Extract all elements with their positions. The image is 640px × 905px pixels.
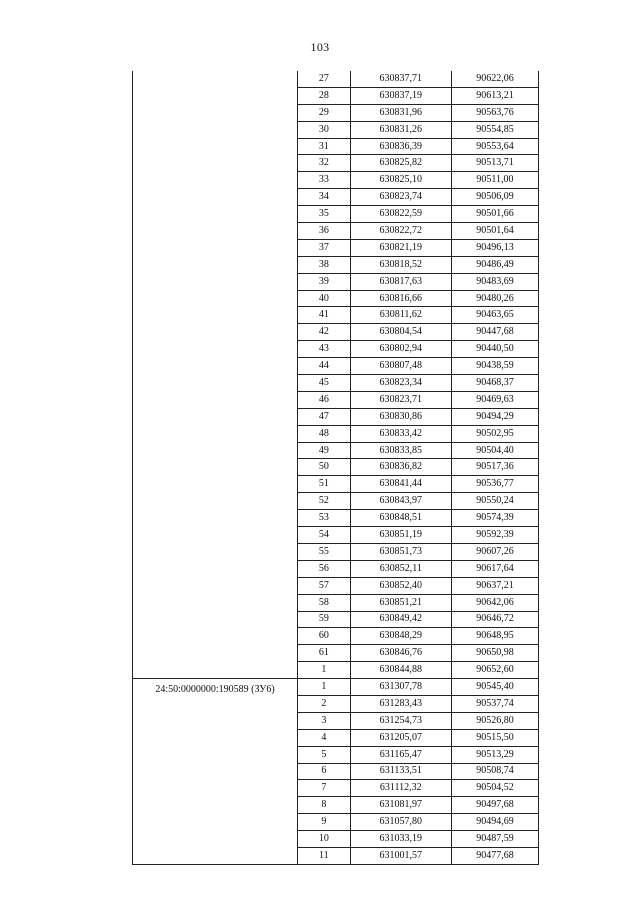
- point-number-cell: 40: [298, 290, 351, 307]
- x-coordinate-cell: 631205,07: [350, 729, 451, 746]
- point-number-cell: 4: [298, 729, 351, 746]
- x-coordinate-cell: 630836,82: [350, 459, 451, 476]
- x-coordinate-cell: 631001,57: [350, 847, 451, 864]
- y-coordinate-cell: 90513,29: [451, 746, 538, 763]
- x-coordinate-cell: 630804,54: [350, 324, 451, 341]
- y-coordinate-cell: 90622,06: [451, 71, 538, 87]
- x-coordinate-cell: 630822,59: [350, 206, 451, 223]
- x-coordinate-cell: 630851,73: [350, 543, 451, 560]
- x-coordinate-cell: 631165,47: [350, 746, 451, 763]
- x-coordinate-cell: 630848,29: [350, 628, 451, 645]
- y-coordinate-cell: 90592,39: [451, 527, 538, 544]
- y-coordinate-cell: 90497,68: [451, 797, 538, 814]
- x-coordinate-cell: 631133,51: [350, 763, 451, 780]
- x-coordinate-cell: 630848,51: [350, 510, 451, 527]
- point-number-cell: 38: [298, 256, 351, 273]
- y-coordinate-cell: 90537,74: [451, 695, 538, 712]
- x-coordinate-cell: 630816,66: [350, 290, 451, 307]
- point-number-cell: 46: [298, 391, 351, 408]
- y-coordinate-cell: 90463,65: [451, 307, 538, 324]
- y-coordinate-cell: 90438,59: [451, 358, 538, 375]
- y-coordinate-cell: 90508,74: [451, 763, 538, 780]
- point-number-cell: 6: [298, 763, 351, 780]
- point-number-cell: 27: [298, 71, 351, 87]
- y-coordinate-cell: 90447,68: [451, 324, 538, 341]
- x-coordinate-cell: 631033,19: [350, 831, 451, 848]
- point-number-cell: 57: [298, 577, 351, 594]
- y-coordinate-cell: 90504,52: [451, 780, 538, 797]
- x-coordinate-cell: 630851,19: [350, 527, 451, 544]
- x-coordinate-cell: 631081,97: [350, 797, 451, 814]
- y-coordinate-cell: 90515,50: [451, 729, 538, 746]
- x-coordinate-cell: 630823,74: [350, 189, 451, 206]
- y-coordinate-cell: 90487,59: [451, 831, 538, 848]
- y-coordinate-cell: 90494,29: [451, 408, 538, 425]
- point-number-cell: 60: [298, 628, 351, 645]
- y-coordinate-cell: 90469,63: [451, 391, 538, 408]
- x-coordinate-cell: 630841,44: [350, 476, 451, 493]
- x-coordinate-cell: 630825,82: [350, 155, 451, 172]
- x-coordinate-cell: 630802,94: [350, 341, 451, 358]
- point-number-cell: 36: [298, 223, 351, 240]
- y-coordinate-cell: 90536,77: [451, 476, 538, 493]
- y-coordinate-cell: 90554,85: [451, 121, 538, 138]
- point-number-cell: 34: [298, 189, 351, 206]
- coordinates-table-body: [133, 71, 539, 864]
- point-number-cell: 41: [298, 307, 351, 324]
- point-number-cell: 49: [298, 442, 351, 459]
- table-row: [133, 71, 539, 87]
- point-number-cell: 37: [298, 239, 351, 256]
- x-coordinate-cell: 630836,39: [350, 138, 451, 155]
- x-coordinate-cell: 630830,86: [350, 408, 451, 425]
- x-coordinate-cell: 631112,32: [350, 780, 451, 797]
- y-coordinate-cell: 90607,26: [451, 543, 538, 560]
- y-coordinate-cell: 90545,40: [451, 679, 538, 696]
- point-number-cell: 48: [298, 425, 351, 442]
- point-number-cell: 50: [298, 459, 351, 476]
- y-coordinate-cell: 90513,71: [451, 155, 538, 172]
- point-number-cell: 44: [298, 358, 351, 375]
- point-number-cell: 10: [298, 831, 351, 848]
- coordinates-table: [132, 71, 539, 865]
- x-coordinate-cell: 630833,42: [350, 425, 451, 442]
- x-coordinate-cell: 630849,42: [350, 611, 451, 628]
- x-coordinate-cell: 631283,43: [350, 695, 451, 712]
- y-coordinate-cell: 90574,39: [451, 510, 538, 527]
- point-number-cell: 1: [298, 679, 351, 696]
- table-row: [133, 679, 539, 696]
- x-coordinate-cell: 630837,19: [350, 87, 451, 104]
- y-coordinate-cell: 90486,49: [451, 256, 538, 273]
- point-number-cell: 61: [298, 645, 351, 662]
- y-coordinate-cell: 90477,68: [451, 847, 538, 864]
- y-coordinate-cell: 90468,37: [451, 375, 538, 392]
- x-coordinate-cell: 630821,19: [350, 239, 451, 256]
- point-number-cell: 52: [298, 493, 351, 510]
- point-number-cell: 11: [298, 847, 351, 864]
- point-number-cell: 45: [298, 375, 351, 392]
- point-number-cell: 51: [298, 476, 351, 493]
- point-number-cell: 9: [298, 814, 351, 831]
- point-number-cell: 42: [298, 324, 351, 341]
- y-coordinate-cell: 90501,64: [451, 223, 538, 240]
- y-coordinate-cell: 90563,76: [451, 104, 538, 121]
- point-number-cell: 33: [298, 172, 351, 189]
- y-coordinate-cell: 90642,06: [451, 594, 538, 611]
- x-coordinate-cell: 630817,63: [350, 273, 451, 290]
- x-coordinate-cell: 630818,52: [350, 256, 451, 273]
- y-coordinate-cell: 90650,98: [451, 645, 538, 662]
- y-coordinate-cell: 90504,40: [451, 442, 538, 459]
- x-coordinate-cell: 631307,78: [350, 679, 451, 696]
- y-coordinate-cell: 90517,36: [451, 459, 538, 476]
- x-coordinate-cell: 630807,48: [350, 358, 451, 375]
- y-coordinate-cell: 90613,21: [451, 87, 538, 104]
- point-number-cell: 54: [298, 527, 351, 544]
- y-coordinate-cell: 90652,60: [451, 662, 538, 679]
- plot-id-cell: [133, 71, 298, 679]
- x-coordinate-cell: 630843,97: [350, 493, 451, 510]
- y-coordinate-cell: 90526,80: [451, 712, 538, 729]
- point-number-cell: 32: [298, 155, 351, 172]
- x-coordinate-cell: 630822,72: [350, 223, 451, 240]
- x-coordinate-cell: 630823,34: [350, 375, 451, 392]
- y-coordinate-cell: 90646,72: [451, 611, 538, 628]
- point-number-cell: 47: [298, 408, 351, 425]
- x-coordinate-cell: 631254,73: [350, 712, 451, 729]
- plot-id-cell: 24:50:0000000:190589 (ЗУ6): [133, 679, 298, 865]
- x-coordinate-cell: 630837,71: [350, 71, 451, 87]
- x-coordinate-cell: 630831,96: [350, 104, 451, 121]
- point-number-cell: 59: [298, 611, 351, 628]
- point-number-cell: 53: [298, 510, 351, 527]
- point-number-cell: 56: [298, 560, 351, 577]
- x-coordinate-cell: 630844,88: [350, 662, 451, 679]
- point-number-cell: 43: [298, 341, 351, 358]
- point-number-cell: 7: [298, 780, 351, 797]
- point-number-cell: 31: [298, 138, 351, 155]
- point-number-cell: 29: [298, 104, 351, 121]
- point-number-cell: 3: [298, 712, 351, 729]
- y-coordinate-cell: 90496,13: [451, 239, 538, 256]
- x-coordinate-cell: 630811,62: [350, 307, 451, 324]
- y-coordinate-cell: 90483,69: [451, 273, 538, 290]
- x-coordinate-cell: 630825,10: [350, 172, 451, 189]
- y-coordinate-cell: 90550,24: [451, 493, 538, 510]
- point-number-cell: 5: [298, 746, 351, 763]
- page-number: 103: [310, 40, 330, 54]
- y-coordinate-cell: 90501,66: [451, 206, 538, 223]
- x-coordinate-cell: 630831,26: [350, 121, 451, 138]
- y-coordinate-cell: 90637,21: [451, 577, 538, 594]
- y-coordinate-cell: 90502,95: [451, 425, 538, 442]
- x-coordinate-cell: 630852,40: [350, 577, 451, 594]
- x-coordinate-cell: 630833,85: [350, 442, 451, 459]
- y-coordinate-cell: 90511,00: [451, 172, 538, 189]
- x-coordinate-cell: 631057,80: [350, 814, 451, 831]
- y-coordinate-cell: 90553,64: [451, 138, 538, 155]
- y-coordinate-cell: 90506,09: [451, 189, 538, 206]
- point-number-cell: 30: [298, 121, 351, 138]
- y-coordinate-cell: 90617,64: [451, 560, 538, 577]
- x-coordinate-cell: 630846,76: [350, 645, 451, 662]
- x-coordinate-cell: 630851,21: [350, 594, 451, 611]
- y-coordinate-cell: 90648,95: [451, 628, 538, 645]
- point-number-cell: 8: [298, 797, 351, 814]
- point-number-cell: 1: [298, 662, 351, 679]
- y-coordinate-cell: 90494,69: [451, 814, 538, 831]
- point-number-cell: 55: [298, 543, 351, 560]
- y-coordinate-cell: 90440,50: [451, 341, 538, 358]
- x-coordinate-cell: 630852,11: [350, 560, 451, 577]
- x-coordinate-cell: 630823,71: [350, 391, 451, 408]
- point-number-cell: 58: [298, 594, 351, 611]
- point-number-cell: 39: [298, 273, 351, 290]
- point-number-cell: 35: [298, 206, 351, 223]
- point-number-cell: 28: [298, 87, 351, 104]
- point-number-cell: 2: [298, 695, 351, 712]
- y-coordinate-cell: 90480,26: [451, 290, 538, 307]
